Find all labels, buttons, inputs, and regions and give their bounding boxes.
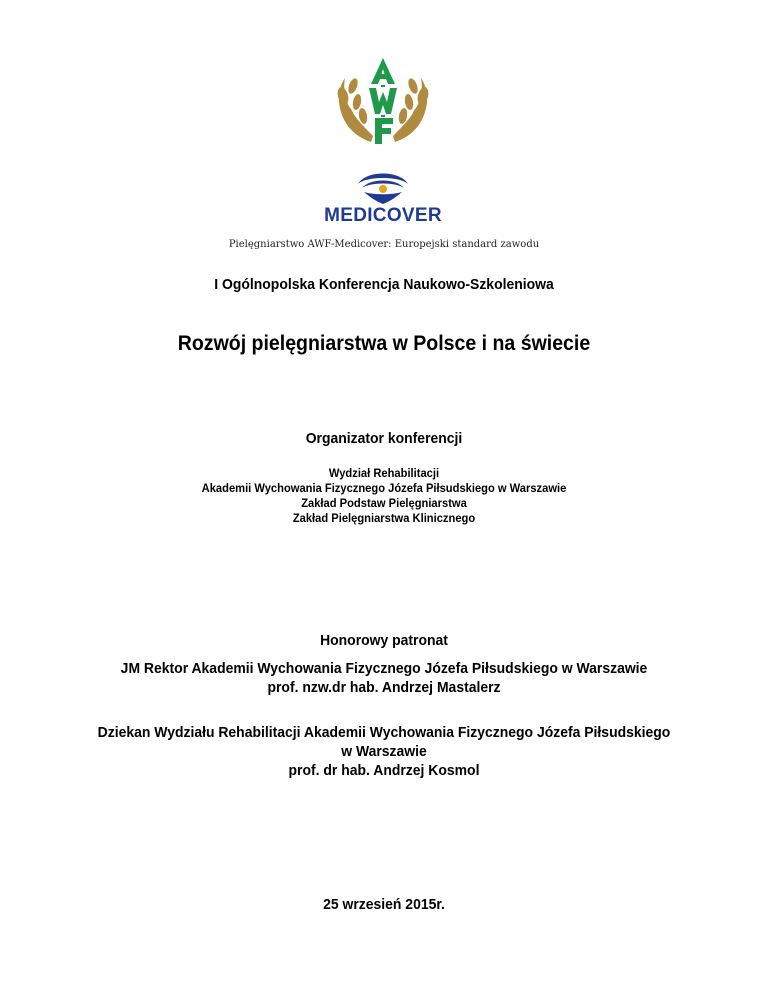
patronage-heading: Honorowy patronat bbox=[320, 632, 448, 649]
patron-rector bbox=[27, 659, 741, 697]
organizer-list bbox=[27, 466, 741, 526]
event-date: 25 wrzesień 2015r. bbox=[323, 896, 445, 913]
medicover-logo bbox=[316, 162, 450, 228]
conference-name: I Ogólnopolska Konferencja Naukowo-Szkoleniowa bbox=[214, 276, 554, 293]
organizer-line: Akademii Wychowania Fizycznego Józefa Piłsudskiego w Warszawie bbox=[201, 481, 567, 495]
patron-line: prof. dr hab. Andrzej Kosmol bbox=[288, 762, 480, 779]
patron-dean bbox=[27, 723, 741, 780]
organizer-heading: Organizator konferencji bbox=[305, 430, 463, 447]
organizer-line: Zakład Pielęgniarstwa Klinicznego bbox=[292, 511, 476, 525]
medicover-person-icon bbox=[316, 162, 450, 206]
organizer-line: Wydział Rehabilitacji bbox=[328, 466, 440, 480]
program-subtitle: Pielęgniarstwo AWF-Medicover: Europejski standard zawodu bbox=[228, 239, 540, 250]
awf-logo bbox=[333, 56, 433, 148]
patron-line: Dziekan Wydziału Rehabilitacji Akademii Wychowania Fizycznego Józefa Piłsudskiego bbox=[97, 724, 671, 741]
awf-letters-icon bbox=[369, 58, 397, 144]
patron-line: JM Rektor Akademii Wychowania Fizycznego Józefa Piłsudskiego w Warszawie bbox=[120, 660, 648, 677]
medicover-wordmark: MEDICOVER bbox=[324, 205, 442, 226]
patron-line: prof. nzw.dr hab. Andrzej Mastalerz bbox=[267, 679, 501, 696]
laurel-left-icon bbox=[336, 77, 373, 142]
organizer-line: Zakład Podstaw Pielęgniarstwa bbox=[301, 496, 467, 510]
laurel-right-icon bbox=[393, 77, 430, 142]
page-title: Rozwój pielęgniarstwa w Polsce i na świecie bbox=[177, 332, 591, 355]
patron-line: w Warszawie bbox=[341, 743, 427, 760]
